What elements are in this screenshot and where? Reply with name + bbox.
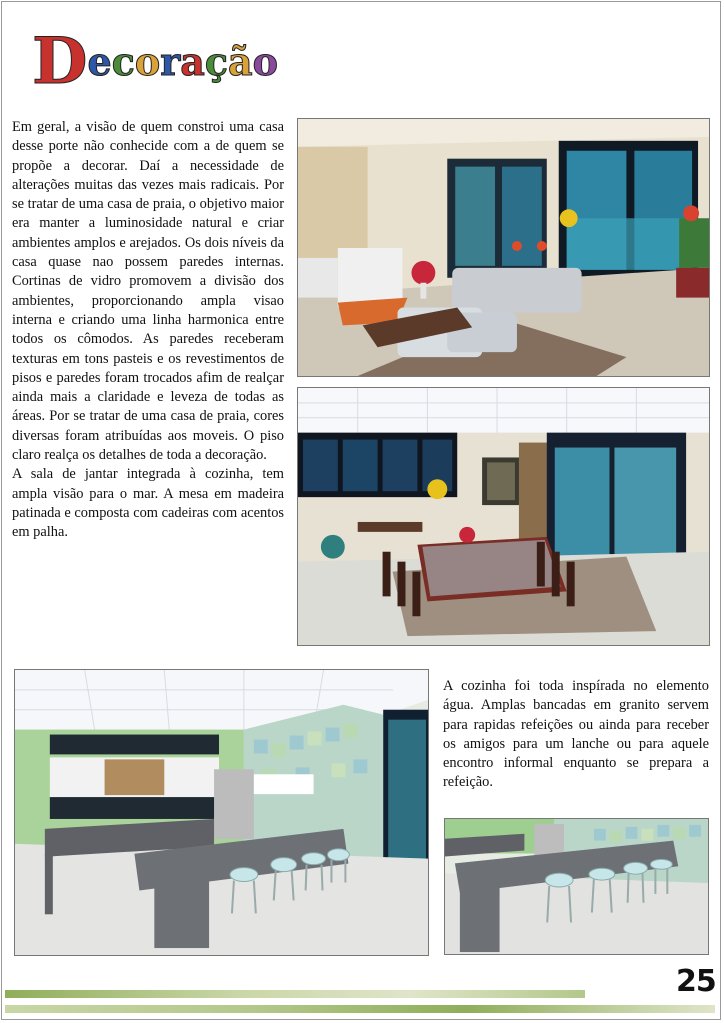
article-paragraph: A cozinha foi toda inspírada no elemento água. Amplas bancadas em granito servem para rapidas refeições ou ainda para receber os amigos para um lanche ou para aquele encontro informal enquanto se prepara a refeição. <box>443 678 709 791</box>
title-letter: ã <box>227 39 253 84</box>
title-letter: D <box>32 24 88 99</box>
living-room-image <box>297 118 710 377</box>
footer-stripe <box>5 1005 715 1013</box>
page-number: 25 <box>676 964 716 999</box>
kitchen-image <box>14 669 429 956</box>
title-letter: o <box>252 39 278 84</box>
page-title <box>32 24 278 100</box>
title-letter: e <box>87 39 112 84</box>
footer-stripe <box>5 990 585 998</box>
title-letter: ç <box>204 39 228 84</box>
title-letter: o <box>134 39 161 84</box>
title-letter: a <box>180 39 205 84</box>
article-paragraph: Em geral, a visão de quem constroi uma casa desse porte não conhecide com a de quem se propõe a decorar. Daí a necessidade de alterações muitas das vezes mais radicais. Por se tratar de uma casa de praia, o objetivo maior era manter a luminosidade natural e criar ambientes amplos e arejados. Os dois níveis da casa quase nao possem paredes internas. Cortinas de vidro promovem a divisão dos ambientes, proporcionando ampla visao interna e criando uma linha harmonica entre todos os cômodos. As paredes receberam texturas em tons pasteis e os revestimentos de pisos e paredes foram trocados afim de realçar ainda mais a claridade e leveza de todas as áreas. Por se tratar de uma casa de praia, cores diversas foram atribuídas aos moveis. O piso claro realça os detalhes de toda a decoração. <box>12 119 284 464</box>
dining-room-image <box>297 387 710 646</box>
article-column-right <box>443 677 709 793</box>
article-paragraph: A sala de jantar integrada à cozinha, tem ampla visão para o mar. A mesa em madeira patinada e composta com cadeiras com acentos em palha. <box>12 466 284 541</box>
title-letter: r <box>160 39 181 84</box>
title-letter: c <box>111 39 135 84</box>
kitchen-detail-image <box>444 818 709 955</box>
article-column-left <box>12 118 284 543</box>
